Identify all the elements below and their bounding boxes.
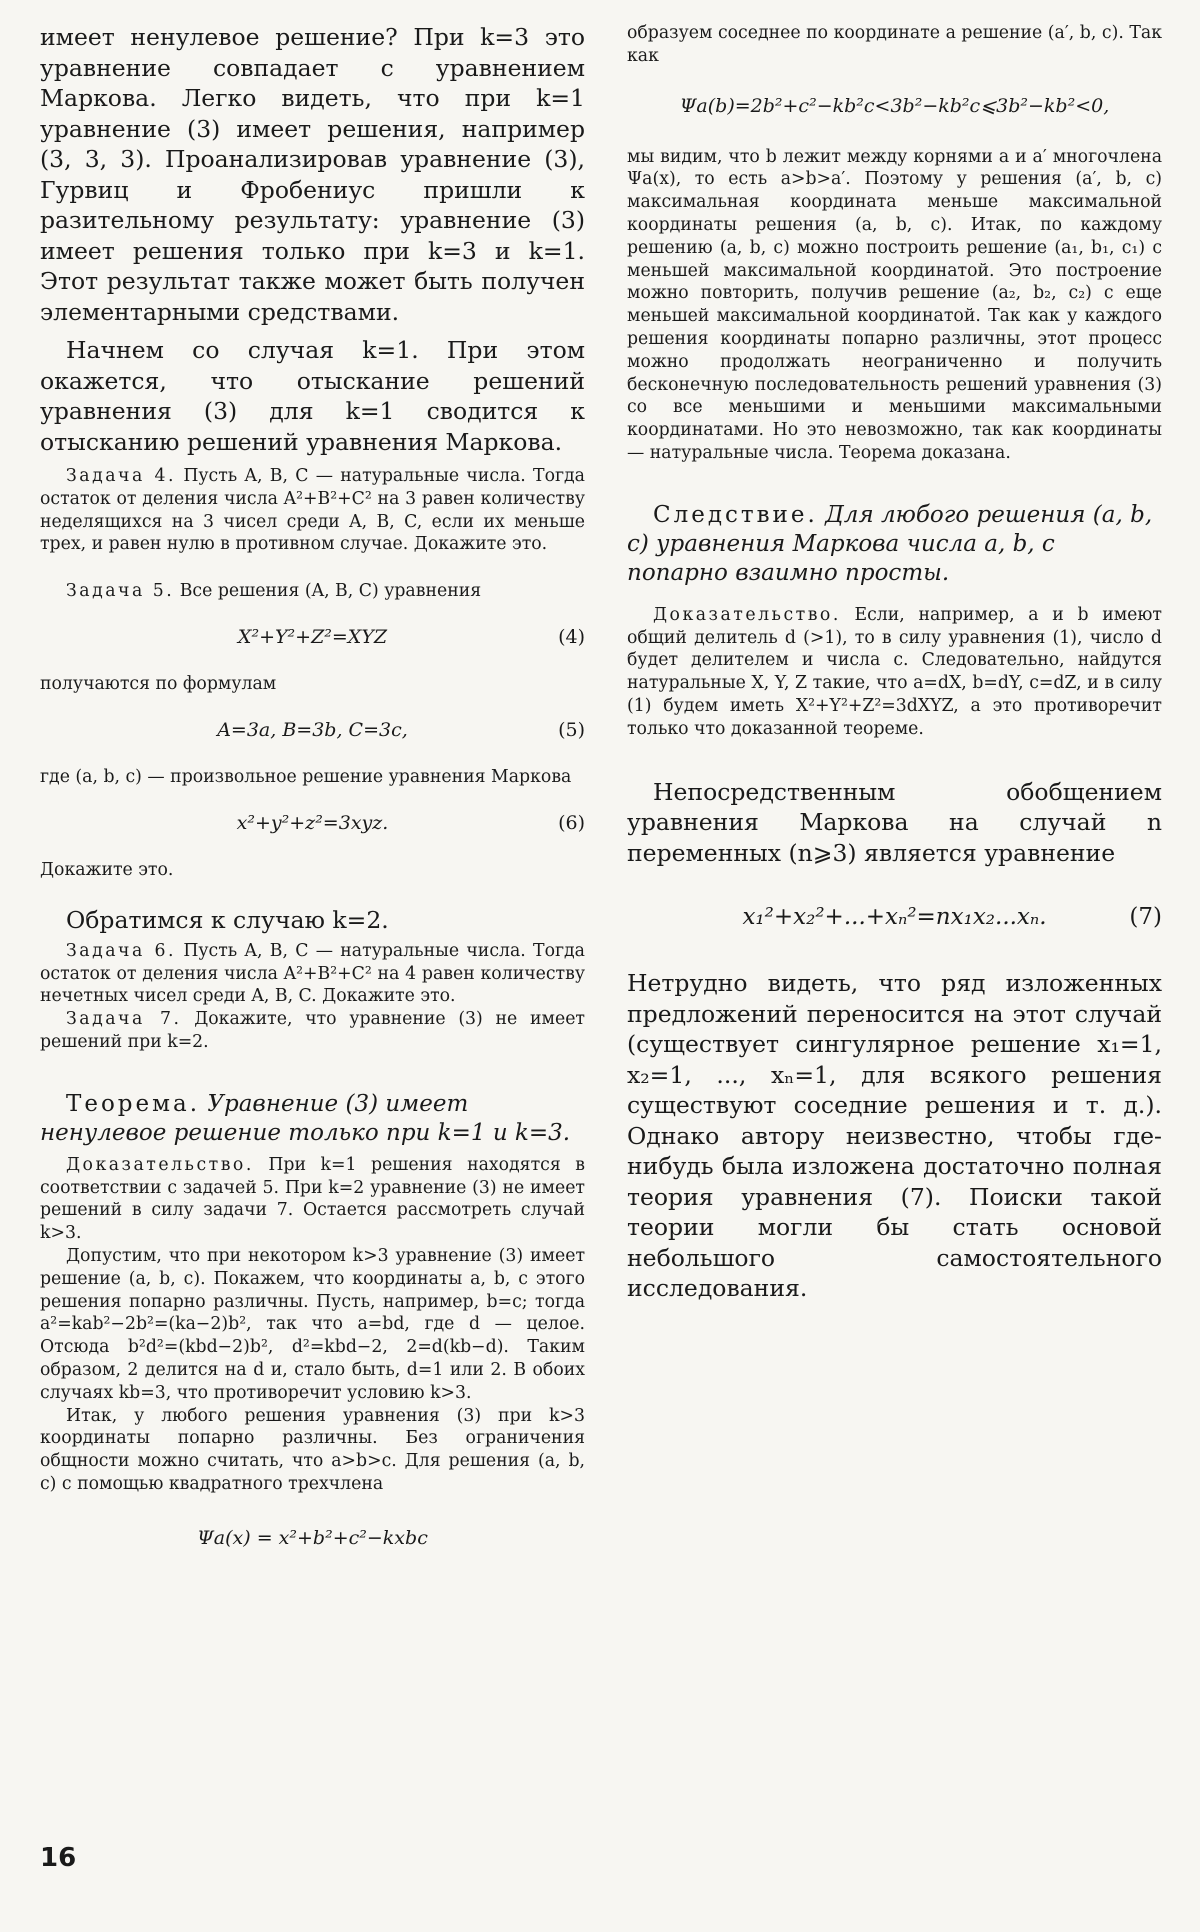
equation-6 — [40, 811, 585, 835]
task-4-text: Пусть A, B, C — натуральные числа. Тогда остаток от деления числа A²+B²+C² на 3 равен количеству неделящихся на 3 чисел среди A, B, C, если их меньше трех, и равен нулю в противном случае. Докажите это. — [40, 466, 585, 555]
task-6-text: Пусть A, B, C — натуральные числа. Тогда остаток от деления числа A²+B²+C² на 4 равен количеству нечетных чисел среди A, B, C. Докажите это. — [40, 940, 585, 1007]
proof-continuation: образуем соседнее по координате a решение (a′, b, c). Так как — [627, 23, 1162, 66]
polynomial-equation — [40, 1526, 585, 1550]
case-k1-paragraph: Начнем со случая k=1. При этом окажется, что отыскание решений уравнения (3) для k=1 сводится к отысканию решений уравнения Маркова. — [40, 336, 585, 456]
equation-7 — [627, 902, 1162, 932]
intro-paragraph: имеет ненулевое решение? При k=3 это уравнение совпадает с уравнением Маркова. Легко видеть, что при k=1 уравнение (3) имеет решения, например (3, 3, 3). Проанализировав уравнение (3), Гурвиц и Фробениус пришли к разительному результату: уравнение (3) имеет решения только при k=3 и k=1. Этот результат также может быть получен элементарными средствами. — [40, 23, 585, 326]
task-7 — [40, 1008, 585, 1054]
task-6-label: Задача 6. — [66, 940, 177, 961]
task-5-where: где (a, b, c) — произвольное решение уравнения Маркова — [40, 766, 572, 787]
inequality-body: Ψa(b)=2b²+c²−kb²c<3b²−kb²c⩽3b²−kb²<0, — [679, 94, 1110, 117]
proof-paragraph-2: Допустим, что при некотором k>3 уравнение (3) имеет решение (a, b, c). Покажем, что координаты a, b, c этого решения попарно различны. Пусть, например, b=c; тогда a²=kab²−2b²=(ka−2)b², так что a=bd, где d — целое. Отсюда b²d²=(kbd−2)b², d²=kbd−2, 2=d(kb−d). Таким образом, 2 делится на d и, стало быть, d=1 или 2. В обоих случаях kb=3, что противоречит условию k>3. — [40, 1246, 585, 1403]
task-5-end: Докажите это. — [40, 859, 174, 880]
proof-paragraph-3: Итак, у любого решения уравнения (3) при k>3 координаты попарно различны. Без ограничения общности можно считать, что a>b>c. Для решения (a, b, c) с помощью квадратного трехчлена — [40, 1405, 585, 1495]
polynomial-body: Ψa(x) = x²+b²+c²−kxbc — [197, 1526, 428, 1549]
corollary-proof-text: Если, например, a и b имеют общий делитель d (>1), то в силу уравнения (1), число d будет делителем и числа c. Следовательно, найдутся натуральные X, Y, Z такие, что a=dX, b=dY, c=dZ, и в силу (1) будем иметь X²+Y²+Z²=3dXYZ, а это противоречит только что доказанной теореме. — [627, 604, 1162, 739]
proof-paragraph-1 — [40, 1154, 585, 1245]
right-column — [627, 22, 1162, 1312]
proof-text-1: При k=1 решения находятся в соответствии с задачей 5. При k=2 уравнение (3) не имеет решений в силу задачи 7. Остается рассмотреть случай k>3. — [40, 1154, 585, 1244]
task-6 — [40, 940, 585, 1008]
equation-5-body: A=3a, B=3b, C=3c, — [217, 718, 408, 741]
task-5-mid: получаются по формулам — [40, 673, 277, 694]
corollary-text: Для любого решения (a, b, c) уравнения Маркова числа a, b, c попарно взаимно просты. — [627, 501, 1153, 586]
equation-7-number: (7) — [1129, 904, 1162, 931]
theorem-text: Уравнение (3) имеет ненулевое решение только при k=1 и k=3. — [40, 1090, 571, 1146]
equation-4 — [40, 625, 585, 649]
closing-paragraph: Нетрудно видеть, что ряд изложенных предложений переносится на этот случай (существует сингулярное решение x₁=1, x₂=1, ..., xₙ=1, для всякого решения существуют соседние решения и т. д.). Однако автору неизвестно, чтобы где-нибудь была изложена достаточно полная теория уравнения (7). Поиски такой теории могли бы стать основой небольшого самостоятельного исследования. — [627, 969, 1162, 1303]
corollary-proof — [627, 604, 1162, 741]
theorem — [40, 1090, 585, 1148]
equation-5 — [40, 718, 585, 742]
inequality-equation — [627, 94, 1162, 118]
task-5 — [40, 580, 585, 603]
proof-label: Доказательство. — [66, 1154, 254, 1175]
page-number: 16 — [40, 1843, 77, 1873]
case-k2-paragraph: Обратимся к случаю k=2. — [66, 906, 389, 935]
equation-4-body: X²+Y²+Z²=XYZ — [237, 625, 388, 648]
equation-6-number: (6) — [558, 811, 585, 834]
equation-5-number: (5) — [558, 718, 585, 741]
corollary-label: Следствие. — [653, 501, 818, 528]
theorem-label: Теорема. — [66, 1090, 201, 1117]
task-4 — [40, 465, 585, 556]
equation-7-body: x₁²+x₂²+...+xₙ²=nx₁x₂...xₙ. — [742, 904, 1047, 931]
task-4-label: Задача 4. — [66, 466, 177, 486]
generalization-paragraph: Непосредственным обобщением уравнения Маркова на случай n переменных (n⩾3) является уравнение — [627, 777, 1162, 867]
corollary — [627, 501, 1162, 588]
task-7-label: Задача 7. — [66, 1009, 182, 1030]
task-7-text: Докажите, что уравнение (3) не имеет решений при k=2. — [40, 1009, 585, 1053]
task-5-label: Задача 5. — [66, 581, 175, 602]
left-column — [40, 22, 585, 1574]
equation-4-number: (4) — [558, 625, 585, 648]
proof-conclusion: мы видим, что b лежит между корнями a и a′ многочлена Ψa(x), то есть a>b>a′. Поэтому у решения (a′, b, c) максимальная координата меньше максимальной координаты решения (a, b, c). Итак, по каждому решению (a, b, c) можно построить решение (a₁, b₁, c₁) с меньшей максимальной координатой. Это построение можно повторить, получив решение (a₂, b₂, c₂) с еще меньшей максимальной координатой. Так как у каждого решения координаты попарно различны, этот процесс можно продолжать неограниченно и получить бесконечную последовательность решений уравнения (3) со все меньшими и меньшими максимальными координатами. Но это невозможно, так как координаты — натуральные числа. Теорема доказана. — [627, 146, 1162, 463]
task-5-text: Все решения (A, B, C) уравнения — [179, 581, 482, 602]
equation-6-body: x²+y²+z²=3xyz. — [236, 811, 389, 834]
corollary-proof-label: Доказательство. — [653, 604, 841, 625]
